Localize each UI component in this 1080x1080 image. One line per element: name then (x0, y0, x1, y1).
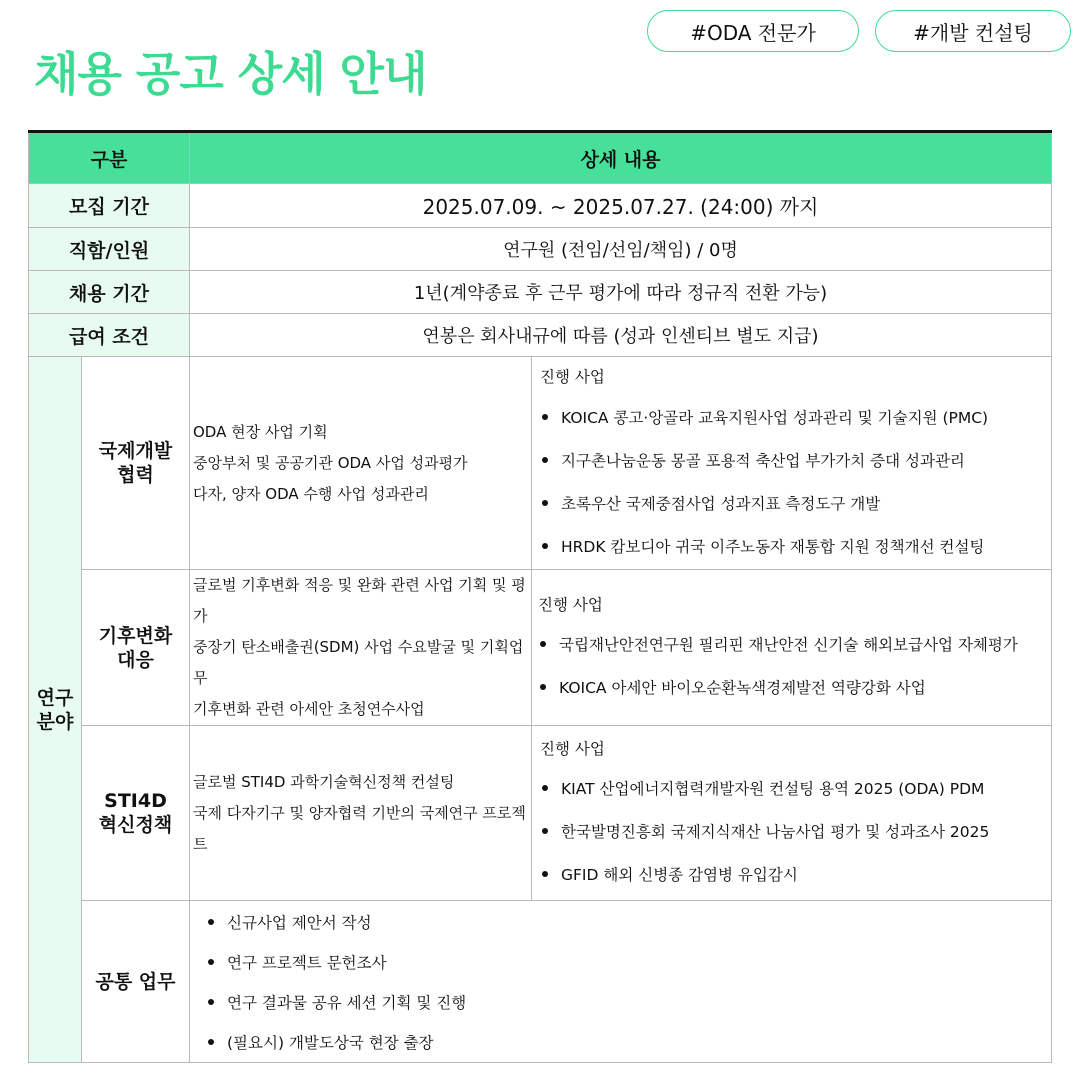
desc-line: 다자, 양자 ODA 수행 사업 성과관리 (193, 484, 429, 503)
bullet-icon (542, 457, 548, 463)
bullet-icon (542, 414, 548, 420)
field-description (190, 570, 532, 726)
list-item (540, 438, 1051, 481)
row-value: 연구원 (전임/선임/책임) / 0명 (190, 228, 1052, 271)
bullet-icon (542, 785, 548, 791)
bullet-icon (208, 959, 214, 965)
header-category: 구분 (29, 132, 190, 184)
desc-line: 기후변화 관련 아세안 초청연수사업 (193, 700, 425, 718)
project-text: 지구촌나눔운동 몽골 포용적 축산업 부가가치 증대 성과관리 (561, 451, 965, 470)
list-item (540, 810, 1051, 853)
bullet-icon (540, 641, 546, 647)
project-text: 한국발명진흥회 국제지식재산 나눔사업 평가 및 성과조사 2025 (561, 823, 990, 841)
bullet-icon (208, 919, 214, 925)
common-task-list (190, 901, 1052, 1063)
task-text: 신규사업 제안서 작성 (227, 913, 372, 932)
projects-title: 진행 사업 (538, 595, 603, 614)
row-value: 2025.07.09. ~ 2025.07.27. (24:00) 까지 (190, 184, 1052, 228)
desc-line: 글로벌 STI4D 과학기술혁신정책 컨설팅 (193, 772, 455, 791)
table-row (29, 228, 1052, 271)
task-text: 연구 결과물 공유 세션 기획 및 진행 (227, 993, 467, 1012)
list-item (540, 481, 1051, 524)
desc-line: 국제 다자기구 및 양자협력 기반의 국제연구 프로젝트 (193, 803, 526, 853)
list-item (206, 902, 1051, 942)
field-description (190, 357, 532, 570)
bullet-icon (540, 684, 546, 690)
header-detail: 상세 내용 (190, 132, 1052, 184)
project-text: KOICA 콩고·앙골라 교육지원사업 성과관리 및 기술지원 (PMC) (561, 408, 989, 427)
task-text: (필요시) 개발도상국 현장 출장 (227, 1033, 434, 1052)
list-item (206, 1022, 1051, 1062)
desc-line: 중앙부처 및 공공기관 ODA 사업 성과평가 (193, 453, 468, 472)
row-label: 급여 조건 (29, 314, 190, 357)
table-row (29, 271, 1052, 314)
project-text: KOICA 아세안 바이오순환녹색경제발전 역량강화 사업 (559, 679, 926, 697)
field-name: STI4D 혁신정책 (82, 726, 190, 901)
desc-line: ODA 현장 사업 기획 (193, 422, 328, 441)
bullet-icon (542, 543, 548, 549)
list-item (540, 524, 1051, 567)
row-value: 연봉은 회사내규에 따름 (성과 인센티브 별도 지급) (190, 314, 1052, 357)
field-name: 국제개발 협력 (82, 357, 190, 570)
table-row (29, 314, 1052, 357)
desc-line: 글로벌 기후변화 적응 및 완화 관련 사업 기획 및 평가 (193, 576, 526, 625)
list-item (538, 666, 1051, 709)
job-detail-table (28, 130, 1052, 1063)
research-row (29, 901, 1052, 1063)
project-text: 국립재난안전연구원 필리핀 재난안전 신기술 해외보급사업 자체평가 (559, 636, 1018, 654)
list-item (538, 623, 1051, 666)
hashtag-consulting[interactable]: #개발 컨설팅 (875, 10, 1071, 52)
project-text: HRDK 캄보디아 귀국 이주노동자 재통합 지원 정책개선 컨설팅 (561, 537, 985, 556)
table-row (29, 184, 1052, 228)
row-value: 1년(계약종료 후 근무 평가에 따라 정규직 전환 가능) (190, 271, 1052, 314)
bullet-icon (208, 999, 214, 1005)
bullet-icon (542, 828, 548, 834)
page-title: 채용 공고 상세 안내 (34, 47, 427, 101)
project-text: 초록우산 국제중점사업 성과지표 측정도구 개발 (561, 494, 881, 513)
project-text: GFID 해외 신병종 감염병 유입감시 (561, 866, 798, 884)
bullet-icon (542, 871, 548, 877)
field-name: 기후변화 대응 (82, 570, 190, 726)
list-item (540, 395, 1051, 438)
bullet-icon (542, 500, 548, 506)
row-label: 채용 기간 (29, 271, 190, 314)
row-label: 직함/인원 (29, 228, 190, 271)
projects-title: 진행 사업 (540, 368, 605, 386)
hashtag-list (647, 10, 1071, 52)
bullet-icon (208, 1039, 214, 1045)
project-list (532, 726, 1052, 901)
research-row (29, 357, 1052, 570)
project-text: KIAT 산업에너지협력개발자원 컨설팅 용역 2025 (ODA) PDM (561, 780, 985, 798)
project-list (532, 570, 1052, 726)
list-item (206, 982, 1051, 1022)
list-item (540, 767, 1051, 810)
hashtag-oda[interactable]: #ODA 전문가 (647, 10, 859, 52)
field-name: 공통 업무 (82, 901, 190, 1063)
task-text: 연구 프로젝트 문헌조사 (227, 953, 387, 972)
list-item (206, 942, 1051, 982)
row-label: 모집 기간 (29, 184, 190, 228)
projects-title: 진행 사업 (540, 739, 605, 758)
field-description (190, 726, 532, 901)
list-item (540, 853, 1051, 896)
research-area-label: 연구 분야 (29, 357, 82, 1063)
project-list (532, 357, 1052, 570)
desc-line: 중장기 탄소배출권(SDM) 사업 수요발굴 및 기획업무 (193, 638, 524, 687)
research-row (29, 570, 1052, 726)
research-row (29, 726, 1052, 901)
